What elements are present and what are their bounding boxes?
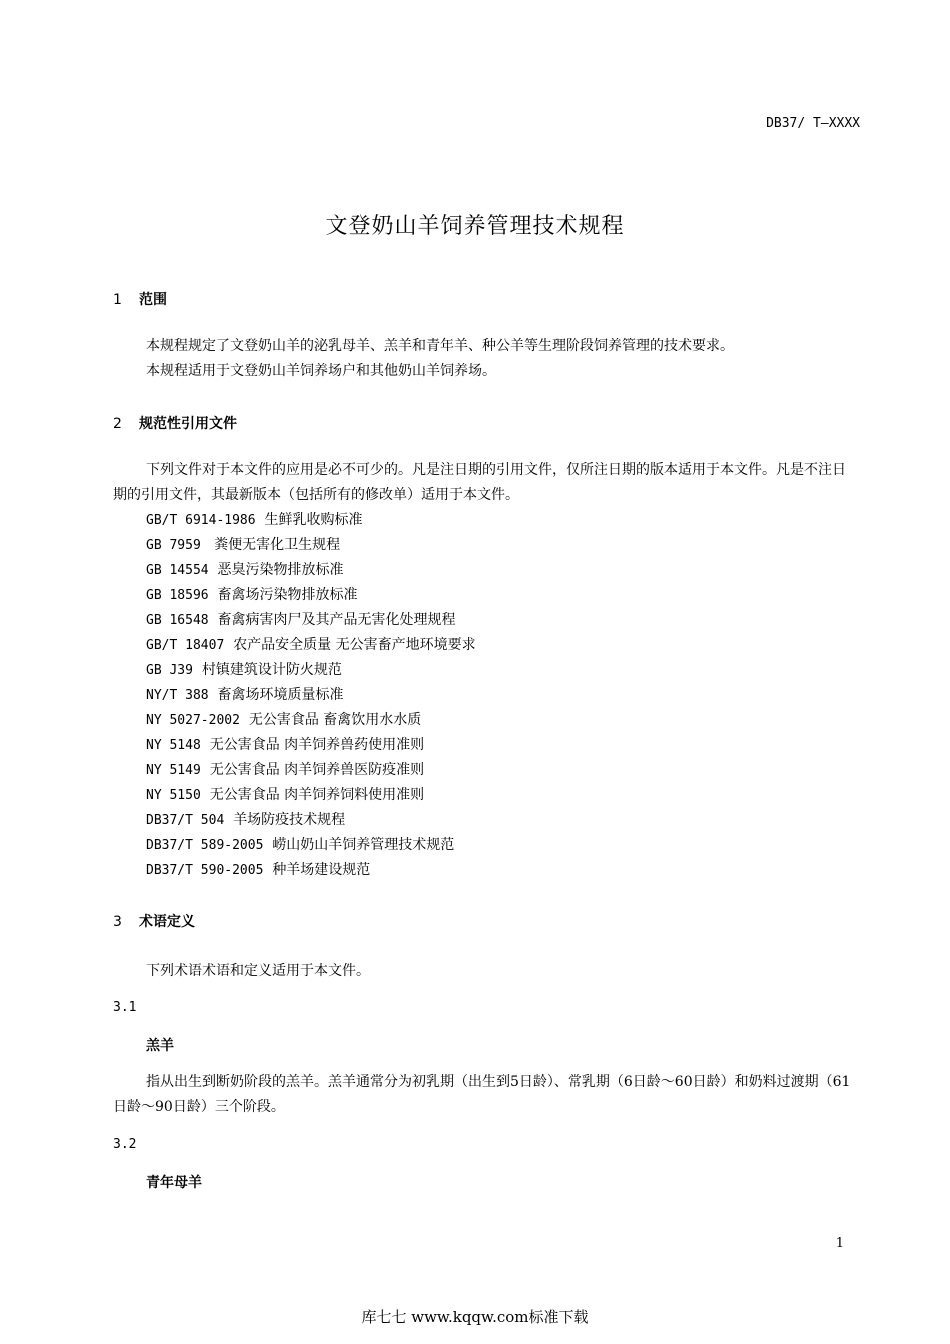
reference-title: 无公害食品 肉羊饲养兽药使用准则: [209, 737, 425, 753]
section-title: 范围: [139, 292, 167, 308]
reference-code: GB 7959: [146, 538, 201, 553]
section-3-heading: [113, 911, 195, 931]
reference-code: NY 5150: [146, 788, 201, 803]
reference-code: DB37/T 589-2005: [146, 838, 264, 853]
reference-title: 村镇建筑设计防火规范: [201, 662, 342, 678]
reference-title: 农产品安全质量 无公害畜产地环境要求: [233, 637, 476, 653]
reference-item: [146, 658, 476, 683]
section-title: 术语定义: [139, 914, 195, 930]
term-name: 羔羊: [146, 1038, 174, 1054]
footer-watermark: 库七七 www.kqqw.com标准下载: [361, 1308, 589, 1326]
page-number: 1: [835, 1236, 844, 1251]
reference-item: [146, 608, 476, 633]
reference-code: DB37/T 504: [146, 813, 225, 828]
reference-title: 无公害食品 畜禽饮用水水质: [248, 712, 422, 728]
section-number: 3: [113, 914, 122, 930]
reference-code: GB 16548: [146, 613, 209, 628]
reference-item: [146, 533, 476, 558]
reference-code: GB J39: [146, 663, 193, 678]
reference-code: GB 18596: [146, 588, 209, 603]
term-number: 3.1: [113, 1000, 137, 1015]
term-name: 青年母羊: [146, 1175, 202, 1191]
reference-title: 无公害食品 肉羊饲养饲料使用准则: [209, 787, 425, 803]
reference-item: [146, 633, 476, 658]
reference-code: NY 5027-2002: [146, 713, 240, 728]
reference-code: GB 14554: [146, 563, 209, 578]
section-title: 规范性引用文件: [139, 416, 237, 432]
section-2-intro: 下列文件对于本文件的应用是必不可少的。凡是注日期的引用文件，仅所注日期的版本适用于本文件。凡是不注日期的引用文件，其最新版本（包括所有的修改单）适用于本文件。: [113, 462, 846, 503]
term-definition: 指从出生到断奶阶段的羔羊。羔羊通常分为初乳期（出生到5日龄）、常乳期（6日龄～60日龄）和奶料过渡期（61日龄～90日龄）三个阶段。: [113, 1074, 851, 1115]
reference-code: DB37/T 590-2005: [146, 863, 264, 878]
reference-title: 生鲜乳收购标准: [264, 512, 363, 528]
reference-item: [146, 508, 476, 533]
reference-title: 粪便无害化卫生规程: [214, 537, 341, 553]
reference-code: GB/T 6914-1986: [146, 513, 256, 528]
reference-title: 恶臭污染物排放标准: [217, 562, 344, 578]
section-number: 2: [113, 416, 122, 432]
reference-title: 崂山奶山羊饲养管理技术规范: [272, 837, 455, 853]
section-1-paragraph-2: 本规程适用于文登奶山羊饲养场户和其他奶山羊饲养场。: [146, 363, 496, 379]
section-1-heading: [113, 289, 167, 309]
reference-title: 畜禽病害肉尸及其产品无害化处理规程: [217, 612, 456, 628]
section-2-heading: [113, 413, 237, 433]
reference-item: [146, 683, 476, 708]
reference-title: 种羊场建设规范: [272, 862, 371, 878]
reference-item: [146, 758, 476, 783]
reference-item: [146, 858, 476, 883]
reference-item: [146, 833, 476, 858]
section-3-intro: 下列术语术语和定义适用于本文件。: [146, 963, 370, 979]
reference-title: 无公害食品 肉羊饲养兽医防疫准则: [209, 762, 425, 778]
reference-item: [146, 808, 476, 833]
reference-item: [146, 733, 476, 758]
reference-title: 羊场防疫技术规程: [233, 812, 346, 828]
reference-list: [146, 508, 476, 883]
term-number: 3.2: [113, 1137, 137, 1152]
reference-item: [146, 583, 476, 608]
reference-item: [146, 558, 476, 583]
reference-item: [146, 783, 476, 808]
reference-code: NY/T 388: [146, 688, 209, 703]
section-1-paragraph-1: 本规程规定了文登奶山羊的泌乳母羊、羔羊和青年羊、种公羊等生理阶段饲养管理的技术要求。: [146, 338, 734, 354]
standard-number: DB37/ T—XXXX: [766, 116, 860, 131]
reference-code: NY 5149: [146, 763, 201, 778]
reference-code: NY 5148: [146, 738, 201, 753]
reference-title: 畜禽场环境质量标准: [217, 687, 344, 703]
reference-code: GB/T 18407: [146, 638, 225, 653]
document-title: 文登奶山羊饲养管理技术规程: [325, 214, 625, 239]
reference-title: 畜禽场污染物排放标准: [217, 587, 358, 603]
reference-item: [146, 708, 476, 733]
section-number: 1: [113, 292, 122, 308]
